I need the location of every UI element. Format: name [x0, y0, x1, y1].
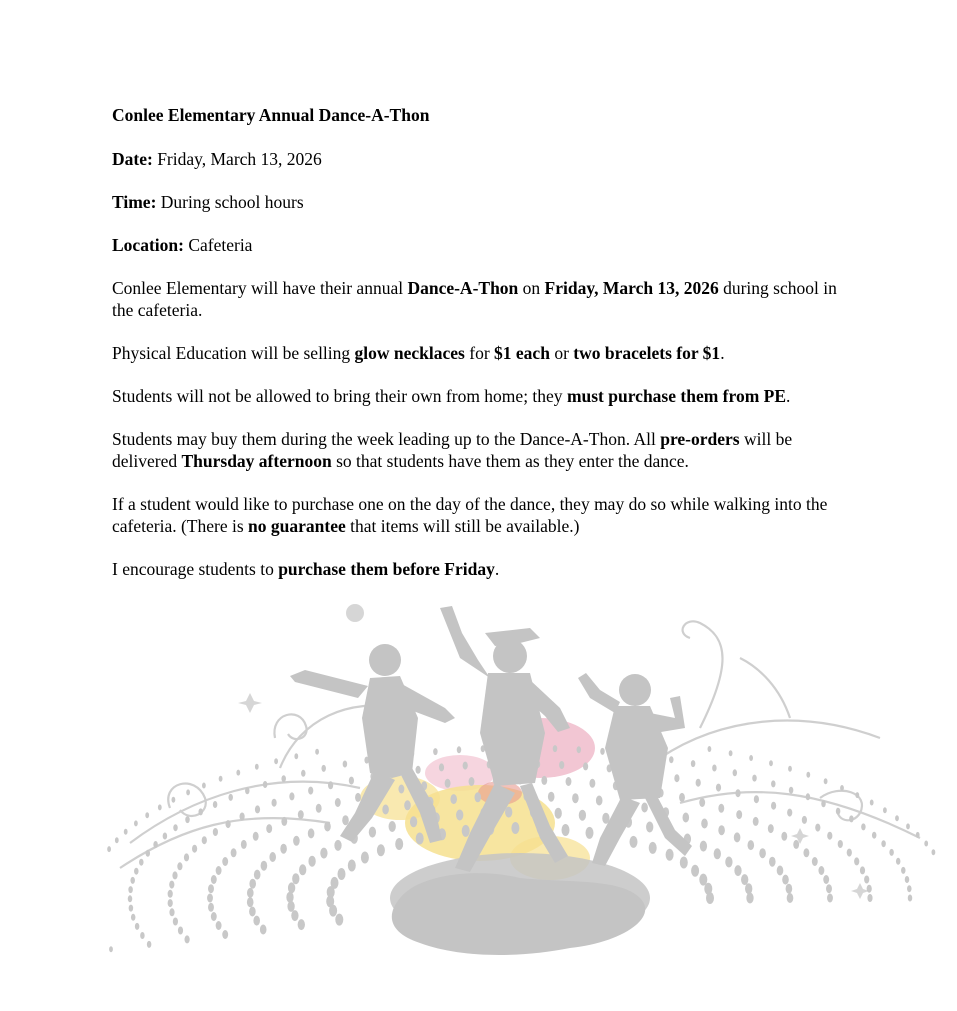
- halftone-dot: [349, 777, 354, 785]
- location-value: Cafeteria: [188, 235, 253, 255]
- halftone-dot: [867, 894, 872, 902]
- halftone-dot: [261, 861, 268, 871]
- halftone-dot: [905, 876, 910, 883]
- halftone-dot: [291, 910, 298, 921]
- halftone-dot: [249, 907, 256, 917]
- halftone-dot: [718, 804, 724, 813]
- halftone-dot: [139, 859, 144, 866]
- halftone-dot: [316, 804, 322, 813]
- halftone-dot: [231, 848, 237, 857]
- halftone-dot: [255, 764, 259, 770]
- halftone-dot: [771, 802, 776, 810]
- halftone-dot: [433, 748, 438, 755]
- halftone-dot: [134, 868, 139, 875]
- halftone-dot: [168, 899, 173, 907]
- halftone-dot: [301, 770, 306, 777]
- halftone-dot: [343, 761, 348, 768]
- halftone-dot: [706, 892, 714, 904]
- halftone-dot: [253, 832, 259, 841]
- halftone-dot: [240, 813, 245, 821]
- halftone-dot: [708, 746, 712, 752]
- halftone-dot: [245, 787, 250, 794]
- halftone-dot: [860, 866, 865, 874]
- halftone-dot: [289, 792, 294, 800]
- halftone-dot: [293, 836, 300, 846]
- halftone-dot: [700, 841, 707, 852]
- halftone-dot: [802, 816, 807, 824]
- halftone-dot: [410, 816, 417, 827]
- halftone-dot: [173, 918, 178, 926]
- halftone-dot: [178, 927, 183, 935]
- halftone-dot: [287, 901, 294, 912]
- halftone-dot: [266, 824, 272, 833]
- halftone-dot: [748, 840, 755, 850]
- time-value: During school hours: [160, 192, 304, 212]
- halftone-dot: [202, 783, 206, 789]
- halftone-dot: [328, 781, 333, 789]
- halftone-dot: [247, 888, 254, 898]
- paragraph-day-of: If a student would like to purchase one on the day of the dance, they may do so while walking into the cafeteria. (There is no guarantee that items will still be available.): [112, 494, 828, 536]
- halftone-dot: [669, 756, 674, 763]
- halftone-dot: [131, 914, 136, 921]
- halftone-dot: [228, 794, 233, 801]
- halftone-dot: [759, 848, 766, 858]
- location-label: Location:: [112, 235, 184, 255]
- halftone-dot: [745, 883, 752, 894]
- halftone-dot: [280, 844, 287, 854]
- halftone-dot: [714, 848, 721, 859]
- halftone-dot: [854, 857, 859, 865]
- halftone-dot: [815, 824, 820, 832]
- halftone-dot: [135, 923, 140, 930]
- halftone-dot: [398, 785, 404, 794]
- halftone-dot: [169, 908, 174, 916]
- halftone-dot: [145, 812, 149, 818]
- halftone-dot: [395, 838, 403, 850]
- halftone-dot: [269, 852, 276, 862]
- halftone-dot: [861, 823, 866, 830]
- halftone-dot: [840, 785, 844, 791]
- halftone-dot: [787, 809, 792, 817]
- halftone-dot: [683, 813, 690, 823]
- halftone-dot: [272, 799, 277, 807]
- halftone-dot: [198, 808, 203, 815]
- halftone-dot: [787, 893, 794, 903]
- halftone-dot: [768, 824, 774, 833]
- halftone-dot: [553, 745, 558, 752]
- halftone-dot: [649, 842, 657, 854]
- halftone-dot: [746, 893, 753, 904]
- halftone-dot: [583, 762, 588, 770]
- halftone-dot: [416, 833, 424, 845]
- halftone-dot: [216, 921, 222, 930]
- halftone-dot: [735, 789, 740, 797]
- halftone-dot: [541, 776, 547, 785]
- halftone-dot: [211, 875, 217, 884]
- halftone-dot: [674, 774, 679, 782]
- halftone-dot: [716, 784, 721, 792]
- halftone-dot: [818, 866, 824, 875]
- halftone-dot: [803, 848, 809, 857]
- halftone-dot: [146, 850, 151, 857]
- halftone-dot: [355, 793, 361, 802]
- halftone-dot: [213, 801, 218, 808]
- halftone-dot: [696, 779, 701, 787]
- halftone-dot: [342, 815, 349, 825]
- halftone-dot: [255, 805, 260, 813]
- halftone-dot: [456, 810, 463, 821]
- halftone-dot: [589, 779, 595, 788]
- halftone-dot: [211, 912, 217, 921]
- halftone-dot: [932, 849, 936, 855]
- halftone-dot: [286, 892, 293, 903]
- halftone-dot: [308, 787, 313, 795]
- halftone-dot: [741, 874, 748, 885]
- halftone-dot: [308, 856, 315, 867]
- halftone-dot: [389, 821, 396, 832]
- halftone-dot: [308, 828, 315, 838]
- date-label: Date:: [112, 149, 153, 169]
- halftone-dot: [559, 761, 564, 769]
- date-line: [112, 148, 852, 170]
- halftone-dot: [241, 840, 247, 849]
- halftone-dot: [172, 797, 176, 803]
- halftone-dot: [130, 877, 135, 884]
- halftone-dot: [849, 815, 854, 822]
- halftone-dot: [781, 832, 787, 841]
- halftone-dot: [163, 833, 168, 840]
- halftone-dot: [247, 897, 254, 907]
- halftone-dot: [838, 840, 843, 848]
- halftone-dot: [907, 885, 912, 892]
- halftone-dot: [718, 825, 725, 835]
- halftone-dot: [202, 836, 207, 844]
- halftone-dot: [463, 762, 468, 770]
- halftone-dot: [733, 769, 738, 776]
- halftone-dot: [786, 884, 793, 894]
- halftone-dot: [827, 894, 833, 903]
- halftone-dot: [169, 881, 174, 889]
- halftone-dot: [806, 793, 811, 800]
- halftone-dot: [691, 865, 699, 877]
- halftone-dot: [679, 793, 685, 802]
- halftone-dot: [382, 805, 389, 815]
- halftone-dot: [555, 808, 562, 819]
- halftone-dot: [847, 849, 852, 857]
- halftone-dot: [253, 916, 260, 926]
- halftone-dot: [586, 827, 594, 839]
- halftone-dot: [916, 832, 920, 838]
- halftone-dot: [207, 894, 213, 903]
- halftone-dot: [462, 825, 470, 837]
- halftone-dot: [906, 823, 910, 829]
- halftone-dot: [168, 890, 173, 898]
- paragraph-event: Conlee Elementary will have their annual Dance-A-Thon on Friday, March 13, 2026 during school in the cafeteria.: [112, 278, 837, 320]
- halftone-dot: [335, 914, 343, 926]
- halftone-dot: [729, 750, 733, 756]
- halftone-dot: [140, 932, 145, 939]
- halftone-dot: [734, 832, 741, 842]
- halftone-dot: [107, 846, 111, 852]
- halftone-dot: [827, 832, 832, 840]
- paragraph-preorders: Students may buy them during the week leading up to the Dance-A-Thon. All pre-orders will be delivered Thursday afternoon so that students have them as they enter the dance.: [112, 429, 793, 471]
- halftone-dot: [826, 884, 832, 893]
- halftone-dot: [924, 841, 928, 847]
- halftone-dot: [147, 941, 152, 948]
- dancers-silhouette-illustration: [100, 598, 940, 973]
- halftone-dot: [836, 808, 841, 815]
- halftone-dot: [172, 871, 177, 879]
- halftone-dot: [754, 795, 759, 803]
- halftone-dot: [109, 946, 113, 952]
- paragraph-encourage: I encourage students to purchase them before Friday.: [112, 559, 500, 579]
- halftone-dot: [701, 819, 708, 829]
- halftone-dot: [274, 758, 278, 764]
- halftone-dot: [445, 779, 451, 788]
- halftone-dot: [511, 822, 519, 834]
- halftone-dot: [789, 787, 794, 794]
- halftone-dot: [901, 867, 906, 874]
- halftone-dot: [864, 876, 869, 884]
- halftone-dot: [450, 794, 457, 804]
- document-title: Conlee Elementary Annual Dance-A-Thon: [112, 105, 430, 125]
- halftone-dot: [753, 817, 759, 826]
- halftone-dot: [158, 804, 162, 810]
- halftone-dot: [630, 836, 638, 848]
- halftone-dot: [338, 868, 346, 880]
- halftone-dot: [457, 746, 462, 753]
- halftone-dot: [600, 748, 605, 755]
- paragraph-selling: Physical Education will be selling glow necklaces for $1 each or two bracelets for $1.: [112, 343, 725, 363]
- halftone-dot: [855, 792, 859, 798]
- halftone-dot: [749, 755, 753, 761]
- halftone-dot: [883, 807, 887, 813]
- halftone-dot: [294, 753, 298, 759]
- halftone-dot: [782, 875, 789, 885]
- halftone-dot: [288, 882, 295, 893]
- halftone-dot: [184, 853, 189, 861]
- halftone-dot: [292, 873, 299, 884]
- halftone-dot: [128, 886, 133, 893]
- halftone-dot: [666, 849, 674, 861]
- halftone-dot: [579, 810, 586, 821]
- halftone-dot: [298, 919, 305, 930]
- halftone-dot: [177, 862, 182, 870]
- halftone-dot: [185, 816, 190, 823]
- halftone-dot: [646, 822, 653, 833]
- halftone-dot: [361, 852, 369, 864]
- halftone-dot: [369, 827, 376, 838]
- halftone-dot: [895, 815, 899, 821]
- halftone-dot: [691, 760, 696, 767]
- halftone-dot: [153, 841, 158, 848]
- time-line: [112, 191, 852, 213]
- halftone-dot: [699, 798, 705, 807]
- halftone-dot: [769, 857, 776, 867]
- halftone-dot: [315, 749, 319, 755]
- halftone-dot: [208, 903, 214, 912]
- halftone-dot: [566, 777, 572, 786]
- halftone-dot: [823, 875, 829, 884]
- halftone-dot: [896, 858, 901, 865]
- halftone-dot: [577, 746, 582, 753]
- paragraph-purchase-rule: Students will not be allowed to bring their own from home; they must purchase them from PE.: [112, 386, 791, 406]
- halftone-dot: [260, 925, 267, 935]
- halftone-dot: [124, 829, 128, 835]
- halftone-dot: [824, 778, 828, 784]
- halftone-dot: [213, 828, 218, 836]
- halftone-dot: [173, 824, 178, 831]
- halftone-dot: [320, 848, 327, 859]
- time-label: Time:: [112, 192, 157, 212]
- halftone-dot: [324, 822, 331, 832]
- halftone-dot: [769, 760, 773, 766]
- halftone-dot: [548, 792, 555, 802]
- halftone-dot: [572, 793, 579, 803]
- halftone-dot: [771, 780, 776, 787]
- halftone-dot: [416, 766, 421, 774]
- halftone-dot: [128, 895, 133, 902]
- halftone-dot: [736, 810, 742, 819]
- halftone-dot: [299, 864, 306, 875]
- halftone-dot: [321, 765, 326, 772]
- halftone-dot: [788, 766, 792, 772]
- halftone-dot: [562, 824, 570, 836]
- halftone-dot: [226, 820, 231, 828]
- halftone-dot: [377, 844, 385, 856]
- halftone-dot: [821, 800, 826, 807]
- halftone-dot: [254, 870, 261, 880]
- halftone-dot: [115, 837, 119, 843]
- halftone-dot: [712, 765, 717, 772]
- halftone-dot: [134, 820, 138, 826]
- halftone-dot: [793, 840, 799, 849]
- halftone-dot: [806, 772, 810, 778]
- halftone-dot: [281, 775, 286, 782]
- halftone-dot: [334, 840, 341, 851]
- halftone-dot: [281, 817, 287, 826]
- date-value: Friday, March 13, 2026: [157, 149, 322, 169]
- halftone-dot: [812, 857, 818, 866]
- halftone-dot: [596, 796, 603, 806]
- halftone-dot: [404, 800, 411, 810]
- halftone-dot: [469, 777, 475, 786]
- halftone-dot: [222, 857, 228, 866]
- location-line: [112, 234, 852, 256]
- halftone-dot: [331, 877, 339, 889]
- halftone-dot: [889, 849, 894, 856]
- halftone-dot: [752, 775, 757, 782]
- flyer-document: [112, 104, 852, 601]
- halftone-dot: [249, 879, 256, 889]
- halftone-dot: [186, 789, 190, 795]
- halftone-dot: [216, 866, 222, 875]
- halftone-dot: [725, 857, 732, 868]
- halftone-dot: [505, 807, 512, 818]
- halftone-dot: [734, 865, 741, 876]
- halftone-dot: [192, 845, 197, 853]
- halftone-dot: [777, 866, 784, 876]
- halftone-dot: [129, 905, 134, 912]
- halftone-dot: [263, 781, 268, 788]
- halftone-dot: [908, 895, 913, 902]
- halftone-dot: [680, 857, 688, 869]
- halftone-dot: [475, 792, 482, 802]
- halftone-dot: [439, 763, 444, 771]
- halftone-dot: [298, 810, 304, 819]
- halftone-dot: [335, 798, 341, 807]
- halftone-dot: [348, 860, 356, 872]
- halftone-dot: [236, 770, 240, 776]
- halftone-dot: [208, 884, 214, 893]
- halftone-dot: [872, 832, 877, 839]
- halftone-dot: [870, 800, 874, 806]
- halftone-dot: [219, 776, 223, 782]
- halftone-dot: [641, 803, 648, 813]
- halftone-dot: [222, 930, 228, 939]
- halftone-dot: [881, 840, 886, 847]
- halftone-dot: [185, 935, 190, 943]
